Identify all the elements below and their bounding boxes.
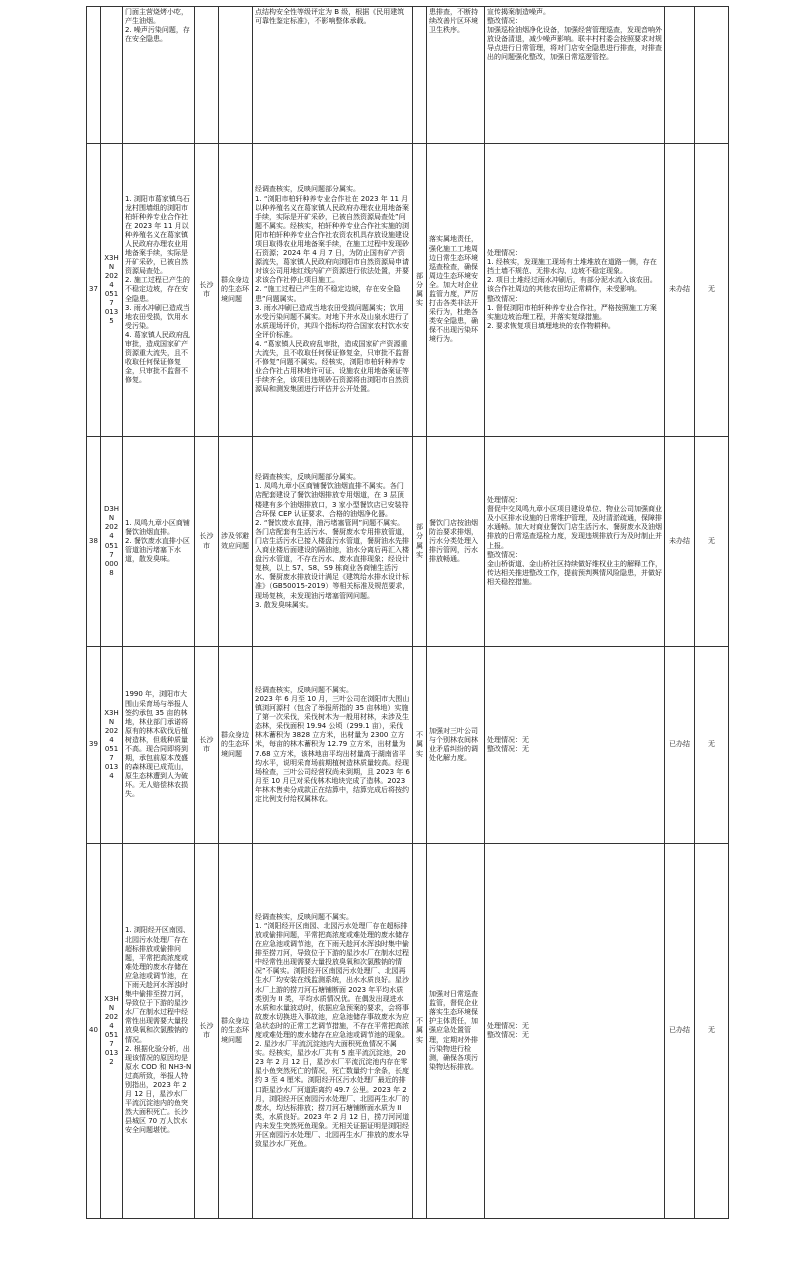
complaint-code: X3HN 2024 0517 0132 — [101, 844, 123, 1219]
accountability: 无 — [695, 647, 729, 844]
problem-description: 1. 浏阳市葛家镇乌石龙村围墙组的浏阳市柏轩种养专业合作社在 2023 年 11 月以种养殖名义在葛家镇人民政府办理农业用地备案手续，实际是开矿采砂，已被自然资源局查处。 2. 施工过程已产生的不稳定边坡，存在安全隐患。 3. 雨水冲刷已造成当地农田受损，饮用水受污染。 4. 葛家镇人民政府乱审批，造成国家矿产资源重大流失，且不收取任何保证修复金，只审批不监督不修复。 — [123, 144, 195, 437]
table-row — [87, 647, 729, 844]
district: 长沙市 — [195, 647, 219, 844]
complaint-table — [86, 6, 729, 1219]
complaint-code: X3HN 2024 0517 0135 — [101, 144, 123, 437]
completion-status: 已办结 — [665, 844, 695, 1219]
table-row — [87, 144, 729, 437]
verification-result: 经调查核实，反映问题不属实。 1. “浏阳经开区南园、北园污水处理厂存在超标排放或偷排问题，平常把高浓度或难处理的废水储存在应急池或调节池，在下雨天趁河水浑浊时集中偷排至捞刀河，导致位于下游的星沙水厂在制水过程中经常性出现需要大量投放臭氧和次氯酸钠的情况”不属实。浏阳经开区南园污水处理厂、北园再生水厂均安装在线监测系统，出水水质良好。星沙水厂上游的捞刀河石塘铺断面 2023 年平均水质类别为 II 类，平均水质情况优。在偶发出现进水水质和水量波动时，依据应急预案的要求，会将事故废水切换进入事故池，应急池储存事故废水为应急状态时的正常工艺调节措施，不存在平常把高浓度或难处理的废水储存在应急池或调节池的现象。 2. 星沙水厂平流沉淀池内大面积死鱼情况不属实。经核实，星沙水厂共有 5 座平流沉淀池，2023 年 2 月 12 日，星沙水厂平流沉淀池内存在零星小鱼突然死亡的情况，死亡数量约十余条，长度约 3 至 4 厘米。浏阳经开区污水处理厂最近的排口距星沙水厂河道距离约 49.7 公里。2023 年 2 月，浏阳经开区南园污水处理厂、北园再生水厂的废水，均达标排放；捞刀河石塘铺断面水质为 II 类，水质良好。2023 年 2 月 12 日，捞刀河河道内未发生突然死鱼现象。无相关证据证明是浏阳经开区南园污水处理厂、北园再生水厂排放的废水导致星沙水厂死鱼。 — [253, 844, 413, 1219]
reform-target: 落实属地责任，强化施工工地周边日常生态环境巡查检查，确保周边生态环境安全。加大对企业监管力度，严厉打击各类非法开采行为，杜绝各类安全隐患，确保不出现污染环境行为。 — [427, 144, 485, 437]
problem-type: 群众身边的生态环境问题 — [219, 144, 253, 437]
completion-status — [665, 7, 695, 144]
problem-description: 门面主营烧烤小吃，产生油烟。 2. 噪声污染问题，存在安全隐患。 — [123, 7, 195, 144]
complaint-code: D3HN 2024 0517 0008 — [101, 437, 123, 647]
problem-description: 1. 凤鸣九章小区商铺餐饮油烟直排。 2. 餐饮废水直排小区管道油污堵塞下水道，散发臭味。 — [123, 437, 195, 647]
verification-result: 经调查核实，反映问题不属实。 2023 年 6 月至 10 月，三叶公司在浏阳市大围山镇浏河源村（包含了举报所指的 35 亩林地）实施了第一次采伐，采伐树木为一般用材林，未涉及生态林，采伐面积 19.94 公顷（299.1 亩），采伐林木蓄积为 3828 立方米，出材量为 2300 立方米，每亩的林木蓄积为 12.79 立方米，出材量为 7.68 立方米，该林地亩平均出材量高于湖南省平均水平，说明采育场前期植树造林质量较高。经现场检查，三叶公司经营权尚未到期，且 2023 年 6 月至 10 月已对采伐林木地块完成了造林。2023 年林木售卖分成款正在结算中，结算完成后将按约定比例支付给权属林农。 — [253, 647, 413, 844]
finding: 部分属实 — [413, 437, 427, 647]
row-number — [87, 7, 101, 144]
handling-status: 处理情况： 1. 经核实，发现施工现场有土堆堆放在道路一侧，存在挡土墙不规范、无排水沟、边坡不稳定现象。 2. 项目土堆经过雨水冲刷后，有部分泥水流入该农田。该合作社周边的其他农田均正常耕作，未受影响。 整改情况： 1. 督促浏阳市柏轩种养专业合作社，严格按照施工方案实施边坡治理工程，并落实复绿措施。 2. 要求恢复项目填埋地块的农作物耕种。 — [485, 144, 665, 437]
complaint-table-page — [86, 6, 728, 1219]
handling-status: 处理情况：无 整改情况：无 — [485, 844, 665, 1219]
accountability: 无 — [695, 844, 729, 1219]
completion-status: 已办结 — [665, 647, 695, 844]
district: 长沙市 — [195, 144, 219, 437]
table-row — [87, 437, 729, 647]
completion-status: 未办结 — [665, 144, 695, 437]
district: 长沙市 — [195, 844, 219, 1219]
problem-type: 群众身边的生态环境问题 — [219, 844, 253, 1219]
accountability — [695, 7, 729, 144]
row-number: 38 — [87, 437, 101, 647]
verification-result: 经调查核实，反映问题部分属实。 1. 凤鸣九章小区商铺餐饮油烟直排不属实。各门店配套建设了餐饮油烟排放专用烟道，在 3 层顶楼建有多个油烟排放口，3 家小型餐饮店已安装符合环保 CEP 认证要求、合格的油烟净化器。 2. “餐饮废水直排，油污堵塞管网”问题不属实。各门店配套有生活污水、餐厨废水专用排放管道，门店生活污水已接入楼盘污水管道，餐厨油水先排入商业楼后面建设的隔油池，油水分离后再汇入楼盘污水管道，不存在污水、废水直排现象；经设计复核，以上 S7、S8、S9 栋商业各商铺生活污水、餐厨废水排放设计满足《建筑给水排水设计标准》（GB50015-2019）等相关标准及规范要求，现场复核，未发现油污堵塞管网问题。 3. 散发臭味属实。 — [253, 437, 413, 647]
table-row — [87, 844, 729, 1219]
problem-type: 涉及邻避效应问题 — [219, 437, 253, 647]
verification-result: 经调查核实，反映问题部分属实。 1. “浏阳市柏轩种养专业合作社在 2023 年 11 月以种养殖名义在葛家镇人民政府办理农业用地备案手续，实际是开矿采砂，已被自然资源局查处”问题不属实。经核实，柏轩种养专业合作社实施的浏阳市柏轩种养专业合作社农资农机具存放设施建设项目取得农业用地备案手续，在施工过程中发现砂石资源；2024 年 4 月 7 日，为防止国有矿产资源流失，葛家镇人民政府向浏阳市自然资源局申请对该公司用地红线内矿产资源进行依法处置，并要求该合作社停止项目施工。 2. “施工过程已产生的不稳定边坡，存在安全隐患”问题属实。 3. 雨水冲刷已造成当地农田受损问题属实；饮用水受污染问题不属实。对地下井水及山泉水进行了水质现场评价，其四个指标均符合国家农村饮水安全评价标准。 4. “葛家镇人民政府乱审批，造成国家矿产资源重大流失，且不收取任何保证修复金，只审批不监督不修复”问题不属实。经核实，浏阳市柏轩种养专业合作社占用林地许可证、设施农业用地备案证等手续齐全，该项目违规砂石资源将由浏阳市自然资源局和测发集团进行评估并公开处置。 — [253, 144, 413, 437]
problem-type: 群众身边的生态环境问题 — [219, 647, 253, 844]
finding: 部分属实 — [413, 144, 427, 437]
row-number: 40 — [87, 844, 101, 1219]
reform-target: 加强对日常巡查监管，督促企业落实生态环境保护主体责任，加强应急处置管理，定期对外排污染物进行检测，确保各项污染物达标排放。 — [427, 844, 485, 1219]
problem-description: 1990 年，浏阳市大围山采育场与举报人签约承包 35 亩的林地，林业部门承诺将原有的林木砍伐后植树造林，但栽种质量不高。现合同即将到期，承包前原本茂盛的森林现已成荒山，原生态林遭到人为破坏。无人赔偿林农损失。 — [123, 647, 195, 844]
problem-description: 1. 浏阳经开区南园、北园污水处理厂存在超标排放或偷排问题，平常把高浓度或难处理的废水存储在应急池或调节池，在下雨天趁河水浑浊时集中偷排至捞刀河，导致位于下游的星沙水厂在制水过程中经常性出现需要大量投放臭氧和次氯酸钠的情况。 2. 根据化验分析，出现该情况的原因均是原水 COD 和 NH3-N 过高所致，举报人特别指出，2023 年 2 月 12 日，星沙水厂平流沉淀池内的鱼突然大面积死亡。长沙县城区 70 万人饮水安全问题堪忧。 — [123, 844, 195, 1219]
table-body — [87, 7, 729, 1219]
complaint-code — [101, 7, 123, 144]
row-number: 37 — [87, 144, 101, 437]
reform-target: 餐饮门店按油烟防治要求排烟，污水分类处理入排污管网，污水排放畅通。 — [427, 437, 485, 647]
district — [195, 7, 219, 144]
reform-target: 患排查，不断持续改善片区环境卫生秩序。 — [427, 7, 485, 144]
completion-status: 未办结 — [665, 437, 695, 647]
handling-status: 宣传揭案制造噪声。 整改情况： 加强巡检油烟净化设备，加强经营管理巡查，发现音响外放设备清退，减少噪声影响。联丰村村委会按照要求对规导点进行日常管理，将对门店安全隐患进行排查，对排查出的问题强化整改，加强日常巡逻管控。 — [485, 7, 665, 144]
accountability: 无 — [695, 144, 729, 437]
handling-status: 处理情况：无 整改情况：无 — [485, 647, 665, 844]
verification-result: 点结构安全性等级评定为 B 级，根据《民用建筑可靠性鉴定标准》，不影响整体承载。 — [253, 7, 413, 144]
district: 长沙市 — [195, 437, 219, 647]
accountability: 无 — [695, 437, 729, 647]
table-row — [87, 7, 729, 144]
problem-type — [219, 7, 253, 144]
reform-target: 加强对三叶公司与个别林农间林业矛盾纠纷的调处化解力度。 — [427, 647, 485, 844]
finding: 不属实 — [413, 844, 427, 1219]
row-number: 39 — [87, 647, 101, 844]
handling-status: 处理情况： 督促中交凤鸣九章小区项目建设单位、物业公司加强商业及小区排水设施的日常维护管理，及时清淤疏通，保障排水通畅。加大对商业餐饮门店生活污水、餐厨废水及油烟排放的日常巡查巡检力度，发现违规排放行为及时制止并上报。 整改情况： 金山桥街道、金山桥社区持续做好维权业主的解释工作，传达相关推进整改工作，提前预判舆情风险隐患，并做好相关稳控措施。 — [485, 437, 665, 647]
finding — [413, 7, 427, 144]
finding: 不属实 — [413, 647, 427, 844]
complaint-code: X3HN 2024 0517 0134 — [101, 647, 123, 844]
